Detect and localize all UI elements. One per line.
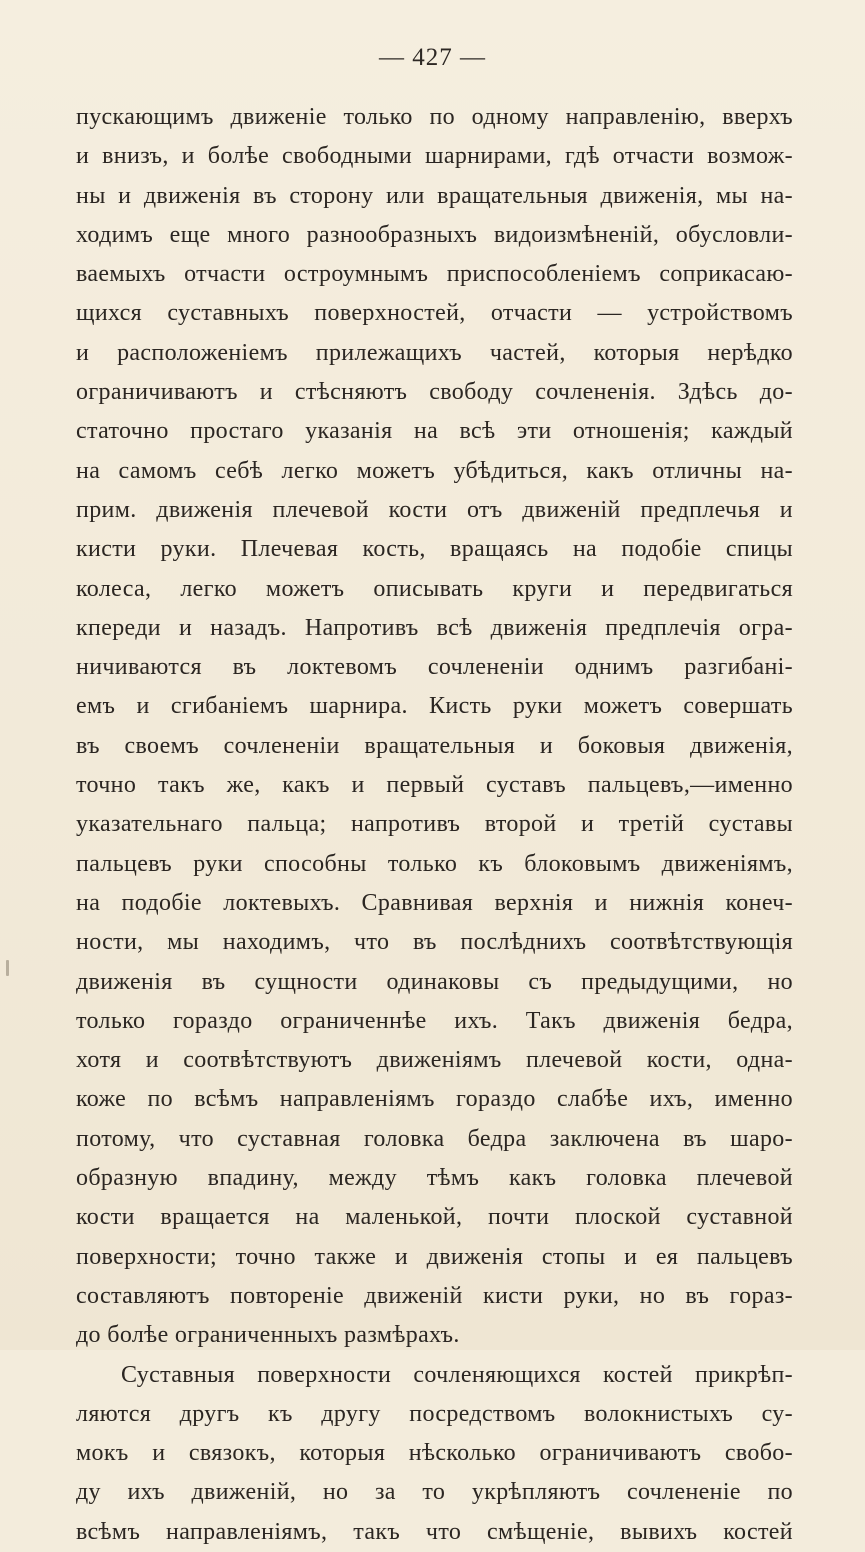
text-line: щихся суставныхъ поверхностей, отчасти — устройствомъ	[76, 300, 793, 327]
text-line: всѣмъ направленiямъ, такъ что смѣщенiе, вывихъ костей	[76, 1518, 793, 1545]
text-line: Суставныя поверхности сочленяющихся костей прикрѣп-	[121, 1361, 793, 1388]
text-line: указательнаго пальца; напротивъ второй и третiй суставы	[76, 811, 793, 838]
text-line: составляютъ повторенiе движенiй кисти руки, но въ гораз-	[76, 1282, 793, 1309]
text-line: точно такъ же, какъ и первый суставъ пальцевъ,—именно	[76, 772, 793, 799]
text-line: пальцевъ руки способны только къ блоковымъ движенiямъ,	[76, 850, 793, 877]
text-line: статочно простаго указанiя на всѣ эти отношенiя; каждый	[76, 418, 793, 445]
text-line: колеса, легко можетъ описывать круги и передвигаться	[76, 575, 793, 602]
text-line: на подобiе локтевыхъ. Сравнивая верхнiя и нижнiя конеч-	[76, 889, 793, 916]
text-line: ности, мы находимъ, что въ послѣднихъ соотвѣтствующiя	[76, 929, 793, 956]
body-text	[76, 98, 793, 1552]
text-line: образную впадину, между тѣмъ какъ головка плечевой	[76, 1165, 793, 1192]
text-line: и расположенiемъ прилежащихъ частей, которыя нерѣдко	[76, 339, 793, 366]
paragraph	[76, 98, 793, 1356]
text-line: хотя и соотвѣтствуютъ движенiямъ плечевой кости, одна-	[76, 1047, 793, 1074]
text-line: кпереди и назадъ. Напротивъ всѣ движенiя предплечiя огра-	[76, 614, 793, 641]
text-line: на самомъ себѣ легко можетъ убѣдиться, какъ отличны на-	[76, 457, 793, 484]
page-edge-mark	[6, 960, 9, 976]
page-number: — 427 —	[379, 44, 486, 71]
text-line: пускающимъ движенiе только по одному направленiю, вверхъ	[76, 104, 793, 130]
text-line: въ своемъ сочлененiи вращательныя и боковыя движенiя,	[76, 732, 793, 759]
text-line: ваемыхъ отчасти остроумнымъ приспособленiемъ соприкасаю-	[76, 261, 793, 288]
text-line: ничиваются въ локтевомъ сочлененiи однимъ разгибанi-	[76, 654, 793, 681]
text-line: кости вращается на маленькой, почти плоской суставной	[76, 1204, 793, 1231]
text-line: движенiя въ сущности одинаковы съ предыдущими, но	[76, 968, 793, 995]
paragraph	[76, 1356, 793, 1552]
text-line: прим. движенiя плечевой кости отъ движенiй предплечья и	[76, 496, 793, 523]
text-line: поверхности; точно также и движенiя стопы и ея пальцевъ	[76, 1243, 793, 1270]
text-line: до болѣе ограниченныхъ размѣрахъ.	[76, 1322, 460, 1349]
text-line: только гораздо ограниченнѣе ихъ. Такъ движенiя бедра,	[76, 1007, 793, 1034]
text-line: ду ихъ движенiй, но за то укрѣпляютъ сочлененiе по	[76, 1479, 793, 1506]
text-line: потому, что суставная головка бедра заключена въ шаро-	[76, 1125, 793, 1152]
text-line: ограничиваютъ и стѣсняютъ свободу сочлененiя. Здѣсь до-	[76, 379, 793, 406]
text-line: ходимъ еще много разнообразныхъ видоизмѣненiй, обусловли-	[76, 221, 793, 248]
text-line: мокъ и связокъ, которыя нѣсколько ограничиваютъ свобо-	[76, 1440, 793, 1467]
text-line: ны и движенiя въ сторону или вращательныя движенiя, мы на-	[76, 182, 793, 209]
text-line: ляются другъ къ другу посредствомъ волокнистыхъ су-	[76, 1400, 793, 1427]
text-line: емъ и сгибанiемъ шарнира. Кисть руки можетъ совершать	[76, 693, 793, 720]
text-line: коже по всѣмъ направленiямъ гораздо слабѣе ихъ, именно	[76, 1086, 793, 1113]
text-line: и внизъ, и болѣе свободными шарнирами, гдѣ отчасти возмож-	[76, 143, 793, 170]
text-line: кисти руки. Плечевая кость, вращаясь на подобiе спицы	[76, 536, 793, 563]
